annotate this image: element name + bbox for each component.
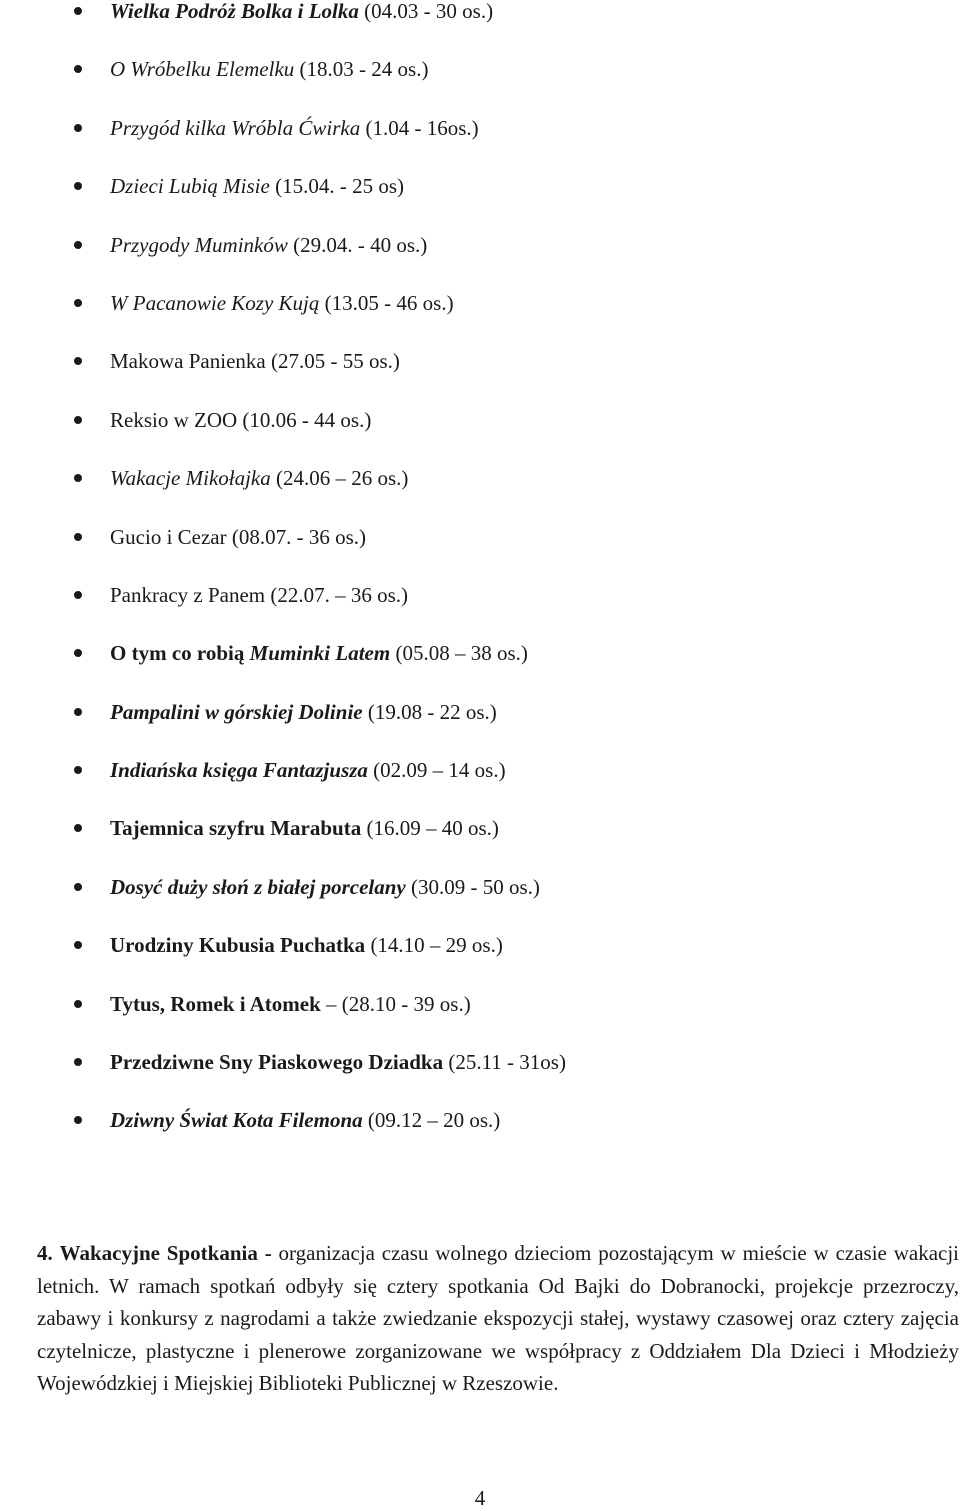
bullet-icon: [74, 883, 82, 891]
event-title: Indiańska księga Fantazjusza: [110, 758, 368, 783]
section-paragraph: [37, 1237, 959, 1400]
bullet-icon: [74, 649, 82, 657]
event-title: Wakacje Mikołajka: [110, 466, 271, 491]
list-item: [0, 1048, 960, 1106]
list-item: [0, 55, 960, 113]
event-title: Dzieci Lubią Misie: [110, 174, 270, 199]
bullet-icon: [74, 299, 82, 307]
event-details: (22.07. – 36 os.): [265, 582, 409, 607]
list-item: [0, 581, 960, 639]
event-details: (08.07. - 36 os.): [226, 524, 367, 549]
list-item: [0, 464, 960, 522]
bullet-icon: [74, 357, 82, 365]
list-item: [0, 0, 960, 55]
list-item: [0, 406, 960, 464]
list-item: [0, 873, 960, 931]
event-details: (19.08 - 22 os.): [362, 699, 497, 724]
bullet-icon: [74, 416, 82, 424]
section-body: organizacja czasu wolnego dzieciom pozostającym w mieście w czasie wakacji letnich. W ramach spotkań odbyły się cztery spotkania Od Bajki do Dobranocki, projekcje przezroczy, zabawy i konkursy z nagrodami a także zwiedzanie ekspozycji stałej, wystawy czasowej oraz cztery zajęcia czytelnicze, plastyczne i plenerowe zorganizowane we współpracy z Oddziałem Dla Dzieci i Młodzieży Wojewódzkiej i Miejskiej Biblioteki Publicznej w Rzeszowie.: [37, 1241, 960, 1396]
event-title: Pankracy z Panem: [110, 582, 266, 607]
event-details: (09.12 – 20 os.): [362, 1108, 501, 1133]
section-number: 4.: [37, 1241, 53, 1265]
bullet-icon: [74, 1058, 82, 1066]
event-title: Gucio i Cezar: [110, 524, 227, 549]
bullet-icon: [74, 1116, 82, 1124]
bullet-icon: [74, 941, 82, 949]
event-title-italic: Muminki Latem: [249, 641, 391, 666]
list-item: [0, 698, 960, 756]
event-details: (1.04 - 16os.): [360, 115, 479, 140]
event-title: O tym co robią: [110, 641, 250, 666]
event-details: (24.06 – 26 os.): [270, 466, 409, 491]
list-item: [0, 347, 960, 405]
bullet-icon: [74, 65, 82, 73]
event-details: (30.09 - 50 os.): [405, 874, 540, 899]
bullet-icon: [74, 708, 82, 716]
list-item: [0, 756, 960, 814]
event-title: Reksio w ZOO: [110, 407, 238, 432]
section-title: Wakacyjne Spotkania -: [59, 1241, 272, 1265]
list-item: [0, 289, 960, 347]
event-title: Dosyć duży słoń z białej porcelany: [110, 874, 406, 899]
event-details: (04.03 - 30 os.): [358, 0, 494, 23]
event-title: Przygód kilka Wróbla Ćwirka: [110, 115, 361, 140]
bullet-icon: [74, 1000, 82, 1008]
list-item: [0, 1106, 960, 1164]
event-details: (05.08 – 38 os.): [390, 641, 528, 666]
list-item: [0, 990, 960, 1048]
event-title: Tajemnica szyfru Marabuta: [110, 816, 362, 841]
event-title: Dziwny Świat Kota Filemona: [110, 1108, 363, 1133]
event-details: (13.05 - 46 os.): [319, 290, 454, 315]
bullet-icon: [74, 241, 82, 249]
event-title: Pampalini w górskiej Dolinie: [110, 699, 363, 724]
event-title: Przedziwne Sny Piaskowego Dziadka: [110, 1050, 444, 1075]
event-title: Przygody Muminków: [110, 232, 288, 257]
event-title: Wielka Podróż Bolka i Lolka: [110, 0, 359, 23]
event-details: (15.04. - 25 os): [269, 174, 404, 199]
page-number: 4: [474, 1486, 486, 1510]
event-details: (25.11 - 31os): [443, 1050, 566, 1075]
list-item: [0, 231, 960, 289]
bullet-icon: [74, 591, 82, 599]
list-item: [0, 814, 960, 872]
bullet-icon: [74, 474, 82, 482]
event-details: (29.04. - 40 os.): [287, 232, 428, 257]
event-title: W Pacanowie Kozy Kują: [110, 290, 320, 315]
event-details: (18.03 - 24 os.): [294, 57, 429, 82]
event-title: Tytus, Romek i Atomek: [110, 991, 321, 1016]
bullet-icon: [74, 182, 82, 190]
list-item: [0, 172, 960, 230]
list-item: [0, 523, 960, 581]
list-item: [0, 114, 960, 172]
event-details: – (28.10 - 39 os.): [320, 991, 471, 1016]
event-details: (14.10 – 29 os.): [365, 933, 503, 958]
event-details: (10.06 - 44 os.): [237, 407, 372, 432]
bullet-icon: [74, 766, 82, 774]
event-title: Makowa Panienka: [110, 349, 266, 374]
bullet-icon: [74, 824, 82, 832]
list-item: [0, 639, 960, 697]
bullet-icon: [74, 7, 82, 15]
event-title: Urodziny Kubusia Puchatka: [110, 933, 366, 958]
event-details: (27.05 - 55 os.): [265, 349, 400, 374]
list-item: [0, 931, 960, 989]
event-details: (02.09 – 14 os.): [367, 758, 506, 783]
event-details: (16.09 – 40 os.): [361, 816, 499, 841]
bullet-icon: [74, 533, 82, 541]
bullet-icon: [74, 124, 82, 132]
event-title: O Wróbelku Elemelku: [110, 57, 295, 82]
